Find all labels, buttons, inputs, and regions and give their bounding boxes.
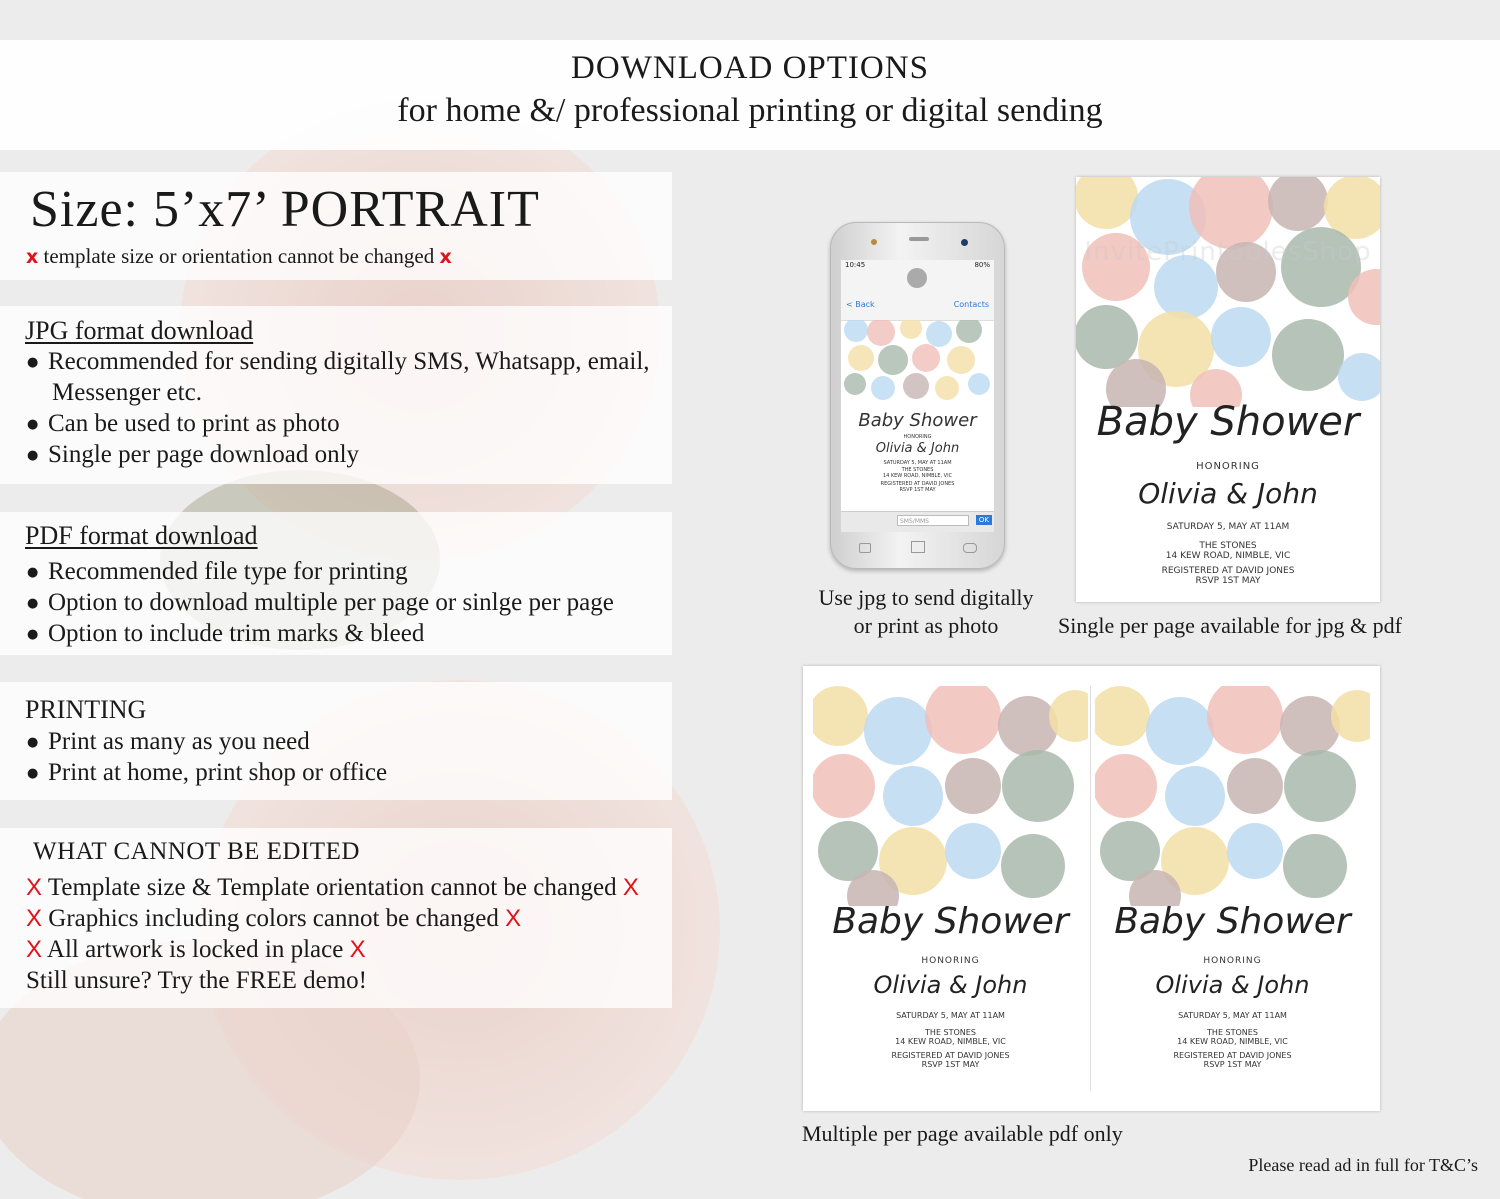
phone-mockup <box>830 222 1005 569</box>
sheet-invite-right <box>1095 686 1370 1086</box>
back-icon <box>963 543 977 553</box>
sheet-invite-registry: REGISTERED AT DAVID JONES <box>1173 1051 1292 1060</box>
phone-dot-pattern <box>841 320 994 405</box>
sheet-invite-honoring: HONORING <box>921 956 980 966</box>
red-x-icon: X <box>622 874 639 901</box>
pdf-bullet-list <box>25 556 614 649</box>
invite-registry: REGISTERED AT DAVID JONES <box>1161 566 1295 576</box>
jpg-heading: JPG format download <box>25 316 254 345</box>
sheet-dot-pattern-right <box>1095 686 1370 906</box>
phone-input-bar <box>841 511 994 532</box>
red-x-icon: X <box>26 874 43 901</box>
list-item: ● Can be used to print as photo <box>25 408 650 439</box>
invite-names: Olivia & John <box>1138 477 1318 510</box>
red-x-icon: X <box>505 905 522 932</box>
red-x-icon: X <box>26 936 43 963</box>
phone-message-bar <box>841 260 994 321</box>
single-caption: Single per page available for jpg & pdf <box>1058 613 1402 638</box>
list-item: X Graphics including colors cannot be changed X <box>26 905 522 932</box>
printing-bullet-list <box>25 726 387 788</box>
header-banner <box>0 40 1500 150</box>
sms-input[interactable]: SMS/MMS <box>897 515 969 526</box>
list-item: X Template size & Template orientation cannot be changed X <box>26 874 639 901</box>
list-item: ● Recommended file type for printing <box>25 556 614 587</box>
size-note-text: template size or orientation cannot be changed <box>43 244 435 268</box>
contacts-link: Contacts <box>953 300 989 309</box>
pdf-panel <box>0 512 672 655</box>
list-item: ● Print as many as you need <box>25 726 387 757</box>
invite-honoring: HONORING <box>1196 461 1260 472</box>
invite-address: 14 KEW ROAD, NIMBLE, VIC <box>1165 551 1291 561</box>
sheet-invite-names: Olivia & John <box>873 971 1028 999</box>
phone-invite-address: 14 KEW ROAD, NIMBLE, VIC <box>882 473 953 479</box>
phone-invite-rsvp: RSVP 1ST MAY <box>899 487 936 493</box>
multiple-caption: Multiple per page available pdf only <box>802 1121 1123 1146</box>
single-dot-pattern <box>1076 177 1380 407</box>
invite-date: SATURDAY 5, MAY AT 11AM <box>1166 522 1290 532</box>
size-title: Size: 5’x7’ PORTRAIT <box>30 181 540 238</box>
invite-title: Baby Shower <box>1096 399 1360 445</box>
ok-button[interactable]: OK <box>976 515 992 525</box>
invite-venue: THE STONES <box>1199 541 1257 551</box>
phone-invite-date: SATURDAY 5, MAY AT 11AM <box>883 460 952 466</box>
recent-apps-icon <box>859 543 871 553</box>
sheet-invite-date: SATURDAY 5, MAY AT 11AM <box>896 1011 1005 1020</box>
sheet-invite-honoring: HONORING <box>1203 956 1262 966</box>
phone-screen <box>841 260 994 532</box>
sheet-invite-address: 14 KEW ROAD, NIMBLE, VIC <box>1177 1037 1288 1046</box>
sensor-icon <box>871 239 877 245</box>
size-panel <box>0 172 672 280</box>
sheet-invite-left <box>813 686 1088 1086</box>
phone-invite-title: Baby Shower <box>858 410 977 431</box>
printing-panel <box>0 682 672 800</box>
red-x-icon: x <box>26 246 39 268</box>
phone-time: 10:45 <box>845 261 866 269</box>
contact-avatar <box>907 268 927 288</box>
printing-heading: PRINTING <box>25 695 147 724</box>
single-invite-card <box>1076 177 1380 602</box>
phone-invite-venue: THE STONES <box>901 467 934 473</box>
list-item: ● Recommended for sending digitally SMS, Whatsapp, email, <box>25 346 650 377</box>
sheet-invite-venue: THE STONES <box>925 1028 976 1037</box>
sheet-dot-pattern-left <box>813 686 1088 906</box>
speaker-icon <box>909 237 929 241</box>
sheet-invite-venue: THE STONES <box>1207 1028 1258 1037</box>
sheet-invite-registry: REGISTERED AT DAVID JONES <box>891 1051 1010 1060</box>
list-item: ● Option to download multiple per page or sinlge per page <box>25 587 614 618</box>
red-x-icon: X <box>349 936 366 963</box>
watermark: InvitePrintablesShop <box>1084 237 1372 267</box>
demo-note: Still unsure? Try the FREE demo! <box>26 967 367 994</box>
phone-battery: 80% <box>974 261 990 269</box>
list-item: ● Option to include trim marks & bleed <box>25 618 614 649</box>
invite-rsvp: RSVP 1ST MAY <box>1195 576 1261 586</box>
phone-caption: Use jpg to send digitally or print as photo <box>818 585 1034 638</box>
list-item: Messenger etc. <box>52 379 202 406</box>
red-x-icon: x <box>439 246 452 268</box>
page-title: DOWNLOAD OPTIONS <box>571 50 929 86</box>
sheet-invite-rsvp: RSVP 1ST MAY <box>1203 1060 1262 1069</box>
red-x-icon: X <box>26 905 43 932</box>
jpg-bullet-list <box>25 346 650 470</box>
sheet-invite-names: Olivia & John <box>1155 971 1310 999</box>
sheet-invite-date: SATURDAY 5, MAY AT 11AM <box>1178 1011 1287 1020</box>
home-icon <box>911 541 925 553</box>
pdf-heading: PDF format download <box>25 521 258 550</box>
sheet-invite-title: Baby Shower <box>1114 901 1351 942</box>
edit-heading: WHAT CANNOT BE EDITED <box>33 838 360 865</box>
back-link: < Back <box>846 300 875 309</box>
jpg-panel <box>0 306 672 484</box>
footnote: Please read ad in full for T&C’s <box>1248 1155 1478 1175</box>
sheet-invite-address: 14 KEW ROAD, NIMBLE, VIC <box>895 1037 1006 1046</box>
camera-icon <box>961 239 968 246</box>
list-item: ● Single per page download only <box>25 439 650 470</box>
phone-invite-honoring: HONORING <box>903 434 932 440</box>
list-item: ● Print at home, print shop or office <box>25 757 387 788</box>
phone-invite-names: Olivia & John <box>875 441 960 456</box>
list-item: X All artwork is locked in place X <box>26 936 366 963</box>
trim-line <box>1090 686 1091 1091</box>
sheet-invite-title: Baby Shower <box>832 901 1069 942</box>
sheet-invite-rsvp: RSVP 1ST MAY <box>921 1060 980 1069</box>
page-subtitle: for home &/ professional printing or digital sending <box>397 92 1103 129</box>
size-note <box>26 244 452 269</box>
phone-invite-registry: REGISTERED AT DAVID JONES <box>880 481 955 487</box>
multiple-invite-sheet <box>803 666 1380 1111</box>
edit-restrictions-panel <box>0 828 672 1008</box>
edit-restrictions-list <box>26 872 639 996</box>
